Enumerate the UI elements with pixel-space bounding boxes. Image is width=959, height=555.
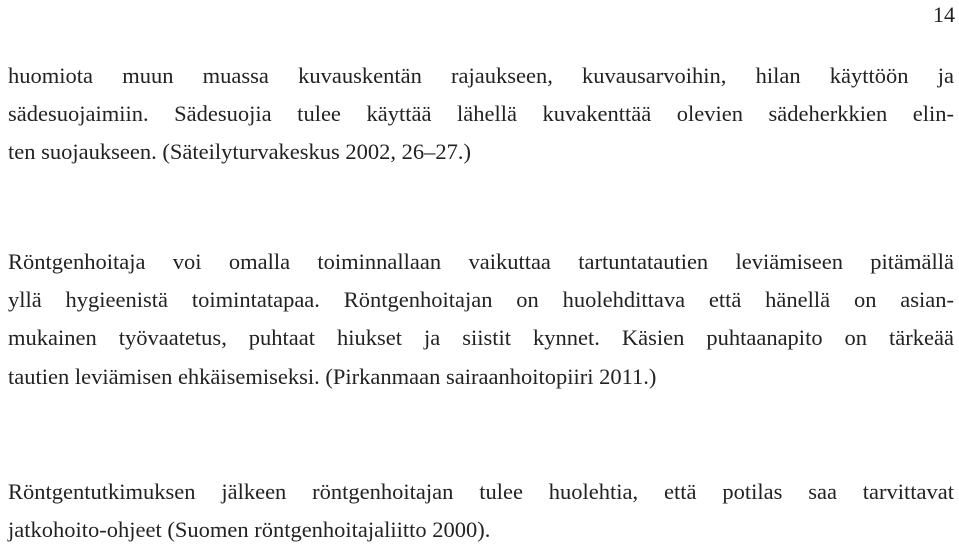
text-line: mukainen työvaatetus, puhtaat hiukset ja siistit kynnet. Käsien puhtaanapito on tärkeää [8, 325, 954, 351]
text-line: ten suojaukseen. (Säteilyturvakeskus 2002, 26–27.) [8, 139, 472, 165]
text-line: huomiota muun muassa kuvauskentän rajaukseen, kuvausarvoihin, hilan käyttöön ja [8, 63, 954, 88]
text-line: yllä hygieenistä toimintatapaa. Röntgenhoitajan on huolehdittava että hänellä on asian- [8, 287, 954, 313]
text-line: tautien leviämisen ehkäisemiseksi. (Pirkanmaan sairaanhoitopiiri 2011.) [8, 363, 657, 389]
text-line: Röntgenhoitaja voi omalla toiminnallaan vaikuttaa tartuntatautien leviämiseen pitämällä [8, 249, 954, 274]
paragraph-image-protection [8, 57, 954, 172]
text-line: sädesuojaimiin. Sädesuojia tulee käyttää lähellä kuvakenttää olevien sädeherkkien elin- [8, 101, 954, 127]
paragraph-aftercare [8, 473, 954, 549]
page-number: 14 [933, 2, 955, 27]
paragraph-infection-control [8, 243, 954, 396]
text-line: jatkohoito-ohjeet (Suomen röntgenhoitajaliitto 2000). [8, 517, 491, 543]
text-line: Röntgentutkimuksen jälkeen röntgenhoitajan tulee huolehtia, että potilas saa tarvittavat [8, 479, 954, 504]
